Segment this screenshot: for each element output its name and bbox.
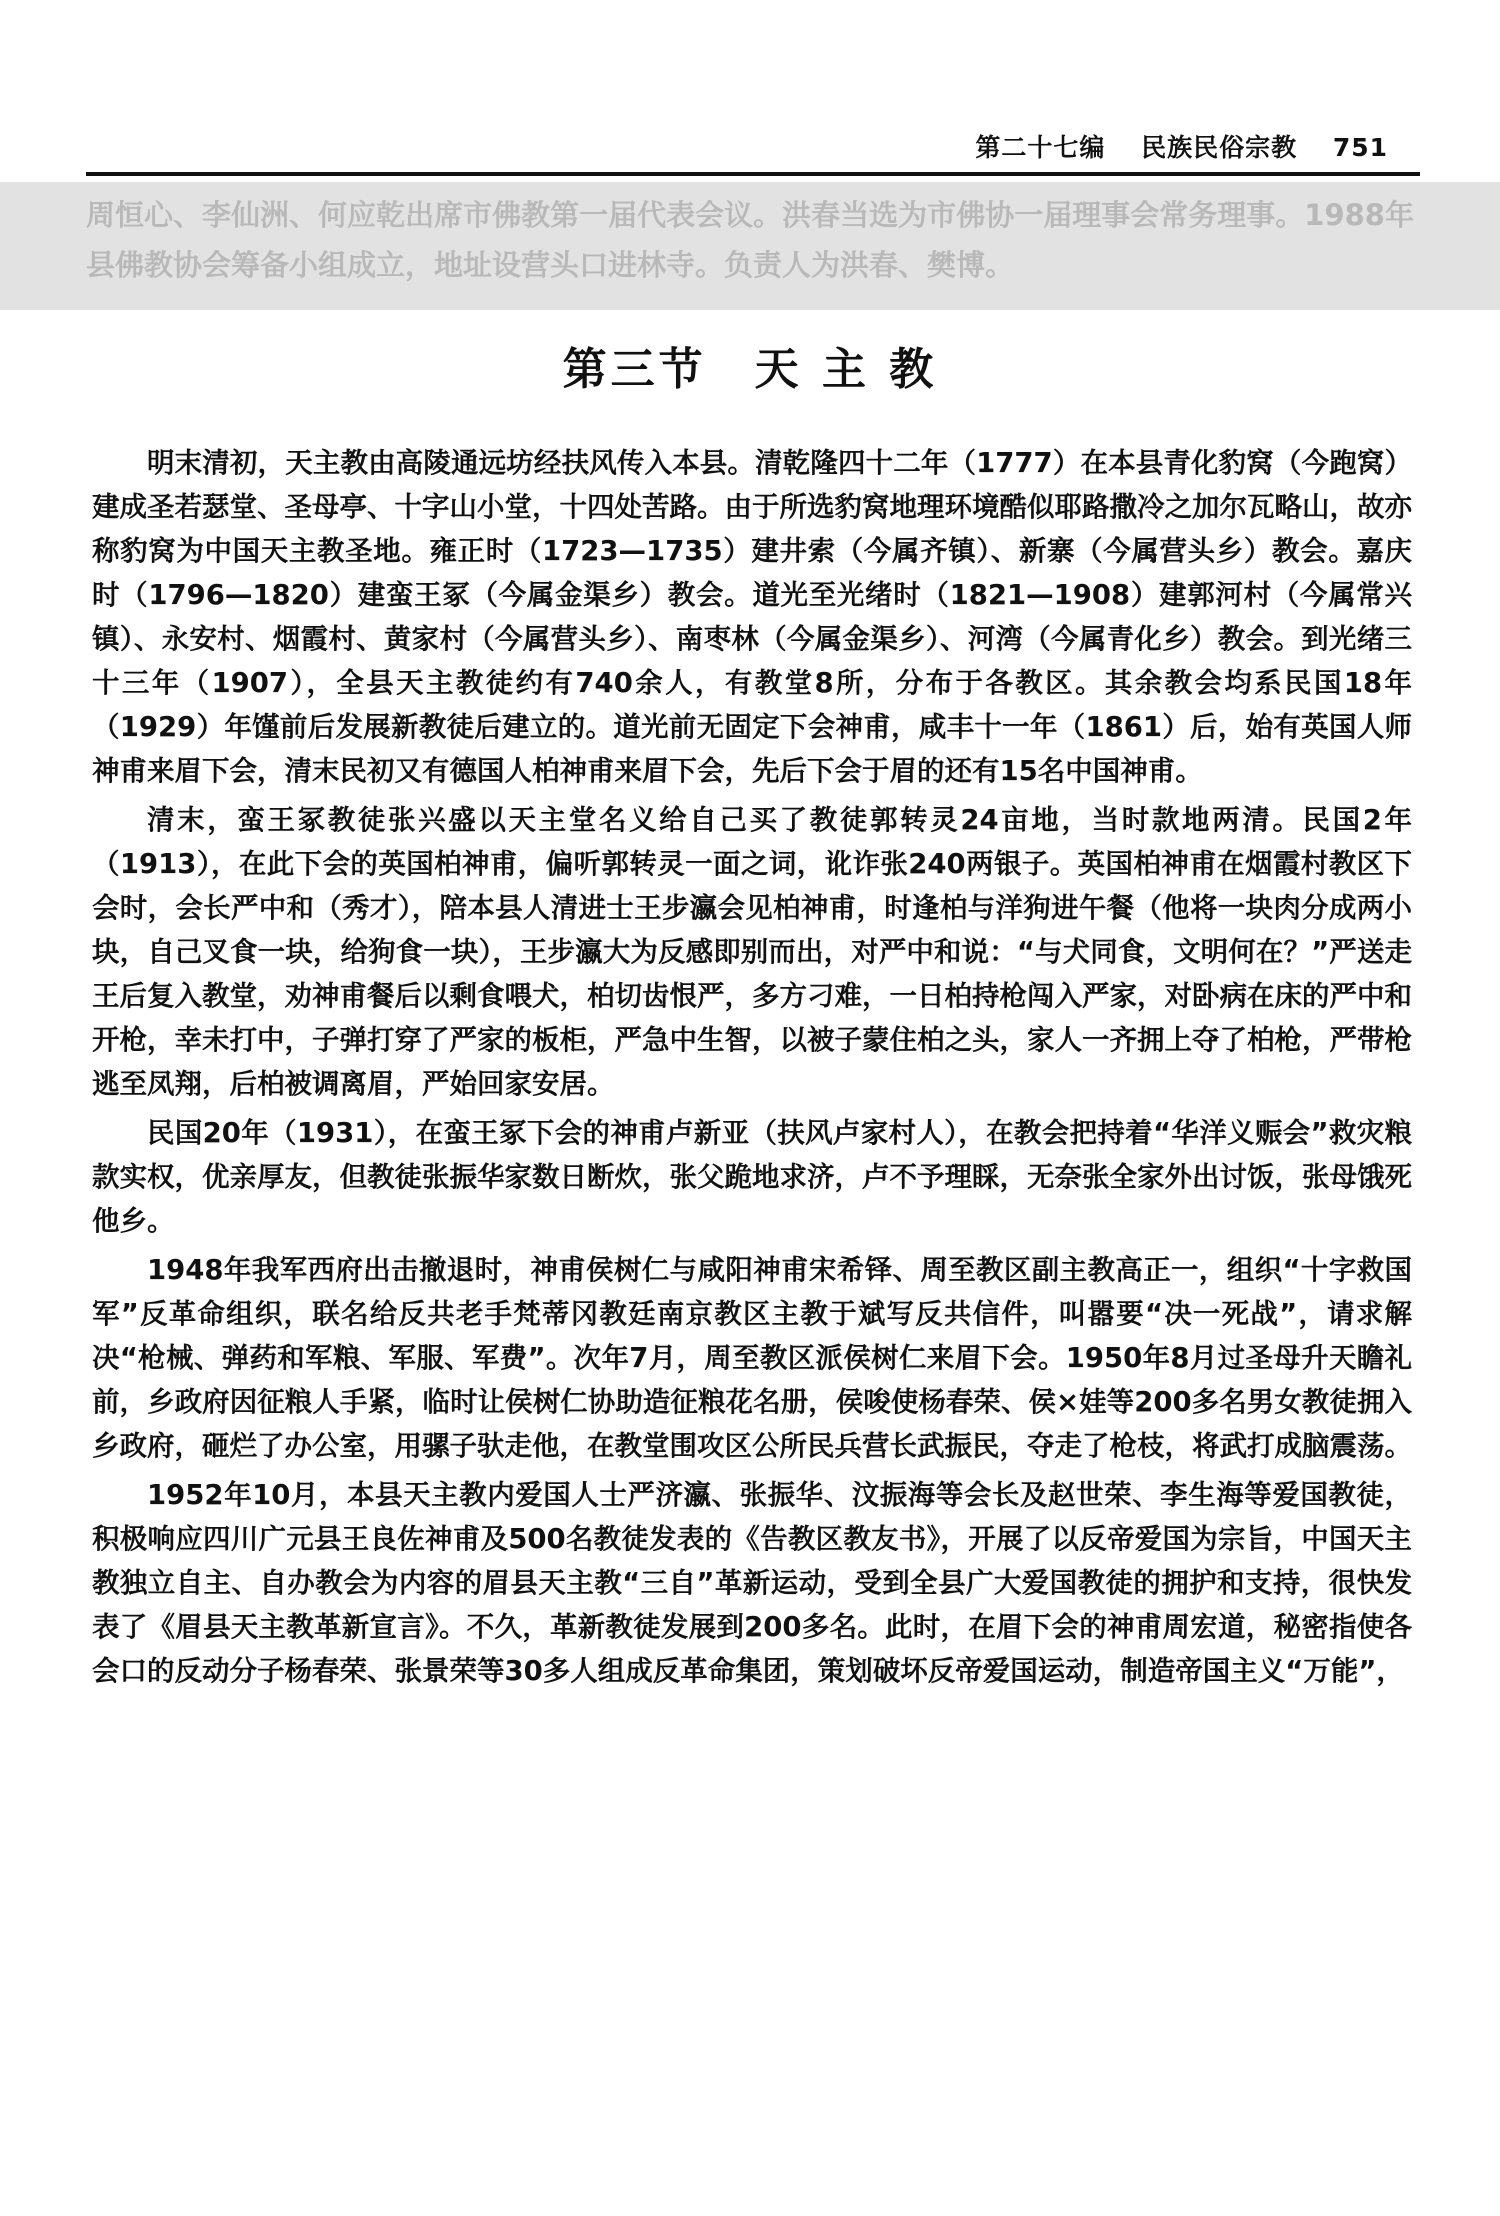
running-header [949,128,1388,164]
running-header-title: 民族民俗宗教 [1141,133,1298,162]
page-number: 751 [1332,133,1388,162]
paragraph-3: 民国20年（1931），在蛮王冢下会的神甫卢新亚（扶风卢家村人），在教会把持着“华洋义赈会”救灾粮款实权，优亲厚友，但教徒张振华家数日断炊，张父跪地求济，卢不予理睬，无奈张全家外出讨饭，张母饿死他乡。 [92,1117,1412,1237]
paragraph-2: 清末，蛮王冢教徒张兴盛以天主堂名义给自己买了教徒郭转灵24亩地，当时款地两清。民国2年（1913），在此下会的英国柏神甫，偏听郭转灵一面之词，讹诈张240两银子。英国柏神甫在烟霞村教区下会时，会长严中和（秀才），陪本县人清进士王步瀛会见柏神甫，时逢柏与洋狗进午餐（他将一块肉分成两小块，自己叉食一块，给狗食一块），王步瀛大为反感即别而出，对严中和说：“与犬同食，文明何在？”严送走王后复入教堂，劝神甫餐后以剩食喂犬，柏切齿恨严，多方刁难，一日柏持枪闯入严家，对卧病在床的严中和开枪，幸未打中，子弹打穿了严家的板柜，严急中生智，以被子蒙住柏之头，家人一齐拥上夺了柏枪，严带枪逃至凤翔，后柏被调离眉，严始回家安居。 [92,804,1412,1100]
paragraph-1: 明末清初，天主教由高陵通远坊经扶风传入本县。清乾隆四十二年（1777）在本县青化豹窝（今跑窝）建成圣若瑟堂、圣母亭、十字山小堂，十四处苦路。由于所选豹窝地理环境酷似耶路撒冷之加尔瓦略山，故亦称豹窝为中国天主教圣地。雍正时（1723—1735）建井索（今属齐镇）、新寨（今属营头乡）教会。嘉庆时（1796—1820）建蛮王冢（今属金渠乡）教会。道光至光绪时（1821—1908）建郭河村（今属常兴镇）、永安村、烟霞村、黄家村（今属营头乡）、南枣林（今属金渠乡）、河湾（今属青化乡）教会。到光绪三十三年（1907），全县天主教徒约有740余人，有教堂8所，分布于各教区。其余教会均系民国18年（1929）年馑前后发展新教徒后建立的。道光前无固定下会神甫，咸丰十一年（1861）后，始有英国人师神甫来眉下会，清末民初又有德国人柏神甫来眉下会，先后下会于眉的还有15名中国神甫。 [92,447,1412,787]
running-header-section: 第二十七编 [975,133,1106,162]
faded-continuation-text: 周恒心、李仙洲、何应乾出席市佛教第一届代表会议。洪春当选为市佛协一届理事会常务理事。1988年县佛教协会筹备小组成立，地址设营头口进林寺。负责人为洪春、樊博。 [86,198,1414,282]
paragraph-5: 1952年10月，本县天主教内爱国人士严济瀛、张振华、汶振海等会长及赵世荣、李生海等爱国教徒，积极响应四川广元县王良佐神甫及500名教徒发表的《告教区教友书》，开展了以反帝爱国为宗旨，中国天主教独立自主、自办教会为内容的眉县天主教“三自”革新运动，受到全县广大爱国教徒的拥护和支持，很快发表了《眉县天主教革新宣言》。不久，革新教徒发展到200多名。此时，在眉下会的神甫周宏道，秘密指使各会口的反动分子杨春荣、张景荣等30多人组成反革命集团，策划破坏反帝爱国运动，制造帝国主义“万能”， [92,1479,1412,1687]
paragraph-4: 1948年我军西府出击撤退时，神甫侯树仁与咸阳神甫宋希铎、周至教区副主教高正一，组织“十字救国军”反革命组织，联名给反共老手梵蒂冈教廷南京教区主教于斌写反共信件，叫嚣要“决一死战”，请求解决“枪械、弹药和军粮、军服、军费”。次年7月，周至教区派侯树仁来眉下会。1950年8月过圣母升天瞻礼前，乡政府因征粮人手紧，临时让侯树仁协助造征粮花名册，侯唆使杨春荣、侯×娃等200多名男女教徒拥入乡政府，砸烂了办公室，用骡子驮走他，在教堂围攻区公所民兵营长武振民，夺走了枪枝，将武打成脑震荡。 [92,1254,1412,1462]
header-rule [86,172,1420,176]
body-text [92,441,1412,1698]
section-title: 第三节 天 主 教 [562,344,938,395]
